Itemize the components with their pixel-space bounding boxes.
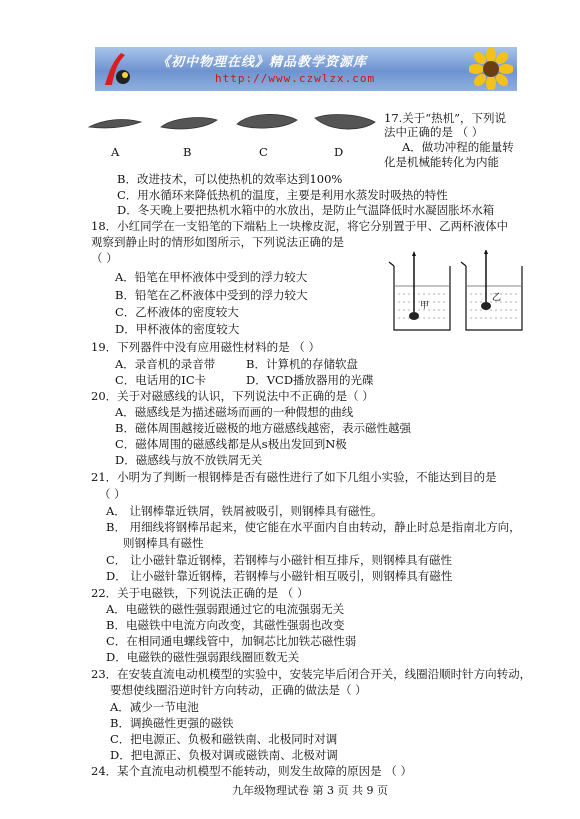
- q21-stem-line2: （ ）: [99, 487, 126, 501]
- figure-d-shape: [314, 110, 376, 134]
- q23-stem-line2: 要想使线圈沿逆时针方向转动，正确的做法是（ ）: [110, 683, 367, 697]
- figure-label-a: A: [111, 145, 120, 159]
- q18-stem-line1: 18．小红同学在一支铅笔的下端粘上一块橡皮泥，将它分别置于甲、乙两杯液体中: [91, 219, 509, 233]
- figure-b-shape: [160, 114, 218, 132]
- figure-label-c: C: [259, 145, 268, 159]
- q21-stem-line1: 21．小明为了判断一根钢棒是否有磁性进行了如下几组小实验，不能达到目的是: [91, 470, 497, 484]
- figure-label-d: D: [334, 145, 344, 159]
- q18-option-d: D．甲杯液体的密度较大: [115, 322, 240, 336]
- q22-option-a: A．电磁铁的磁性强弱跟通过它的电流强弱无关: [106, 602, 345, 616]
- q19-option-a: A．录音机的录音带: [115, 357, 216, 371]
- q20-option-d: D．磁感线与放不放铁屑无关: [115, 453, 263, 467]
- q17-option-a-line1: A．做功冲程的能量转: [402, 140, 514, 154]
- q18-option-b: B．铅笔在乙杯液体中受到的浮力较大: [115, 288, 308, 302]
- q20-option-b: B．磁体周围越接近磁极的地方磁感线越密，表示磁性越强: [115, 421, 411, 435]
- figure-c-shape: [236, 110, 298, 132]
- header-banner: [95, 47, 517, 91]
- q20-option-c: C．磁体周围的磁感线都是从s极出发回到N极: [115, 437, 347, 451]
- q23-option-d: D．把电源正、负极对调或磁铁南、北极对调: [110, 748, 338, 762]
- q20-stem: 20．关于对磁感线的认识，下列说法中不正确的是（ ）: [91, 389, 374, 403]
- q19-option-d: D．VCD播放器用的光碟: [246, 373, 374, 387]
- q21-option-c: C． 让小磁针靠近钢棒，若钢棒与小磁针相互排斥，则钢棒具有磁性: [106, 553, 452, 567]
- q17-option-c: C．用水循环来降低热机的温度，主要是利用水蒸发时吸热的特性: [117, 188, 448, 202]
- q17-option-b: B．改进技术，可以使热机的效率达到100%: [117, 172, 343, 186]
- beakers-figure: [388, 250, 528, 340]
- q21-option-a: A． 让钢棒靠近铁屑，铁屑被吸引，则钢棒具有磁性。: [106, 504, 383, 518]
- q19-option-c: C．电话用的IC卡: [115, 373, 207, 387]
- q23-stem-line1: 23．在安装直流电动机模型的实验中，安装完毕后闭合开关，线圈沿顺时针方向转动，: [91, 667, 532, 681]
- q22-stem: 22．关于电磁铁，下列说法正确的是 （ ）: [91, 586, 309, 600]
- page-footer: 九年级物理试卷 第 3 页 共 9 页: [232, 784, 388, 797]
- figure-label-b: B: [183, 145, 192, 159]
- q24-stem: 24．某个直流电动机模型不能转动，则发生故障的原因是 （ ）: [91, 764, 412, 778]
- sunflower-icon: [469, 48, 513, 90]
- q18-option-c: C．乙杯液体的密度较大: [115, 305, 239, 319]
- q20-option-a: A．磁感线是为描述磁场而画的一种假想的曲线: [115, 405, 354, 419]
- banner-title: 《初中物理在线》精品教学资源库: [157, 55, 368, 70]
- site-logo-icon: [101, 51, 135, 87]
- q19-stem: 19．下列器件中没有应用磁性材料的是 （ ）: [91, 340, 320, 354]
- q17-option-a-line2: 化是机械能转化为内能: [384, 155, 499, 169]
- banner-url: http://www.czwlzx.com: [215, 72, 376, 85]
- q22-option-b: B．电磁铁中电流方向改变，其磁性强弱也改变: [106, 618, 345, 632]
- q23-option-a: A．减少一节电池: [110, 700, 199, 714]
- q18-stem-line2: 观察到静止时的情形如图所示，下列说法正确的是: [91, 235, 344, 249]
- q18-stem-line3: （ ）: [91, 251, 118, 265]
- q21-option-d: D． 让小磁针靠近钢棒，若钢棒与小磁针相互吸引，则钢棒具有磁性: [106, 569, 453, 583]
- q23-option-b: B．调换磁性更强的磁铁: [110, 716, 234, 730]
- beaker-label-yi: 乙: [492, 293, 502, 303]
- q22-option-c: C．在相同通电螺线管中，加铜芯比加铁芯磁性弱: [106, 634, 357, 648]
- q17-stem-line1: 17.关于“热机”，下列说: [384, 111, 507, 125]
- q21-option-b-line1: B． 用细线将钢棒吊起来，使它能在水平面内自由转动，静止时总是指南北方向，: [106, 520, 521, 534]
- q18-option-a: A．铅笔在甲杯液体中受到的浮力较大: [115, 270, 308, 284]
- q19-option-b: B．计算机的存储软盘: [246, 357, 358, 371]
- q21-option-b-line2: 则钢棒具有磁性: [123, 536, 204, 550]
- q17-stem-line2: 法中正确的是 （ ）: [384, 125, 484, 139]
- q17-option-d: D．冬天晚上要把热机水箱中的水放出，是防止气温降低时水凝固胀坏水箱: [117, 203, 495, 217]
- beaker-label-jia: 甲: [420, 301, 430, 311]
- q23-option-c: C．把电源正、负极和磁铁南、北极同时对调: [110, 732, 338, 746]
- figure-a-shape: [88, 116, 142, 130]
- q22-option-d: D．电磁铁的磁性强弱跟线圈匝数无关: [106, 650, 300, 664]
